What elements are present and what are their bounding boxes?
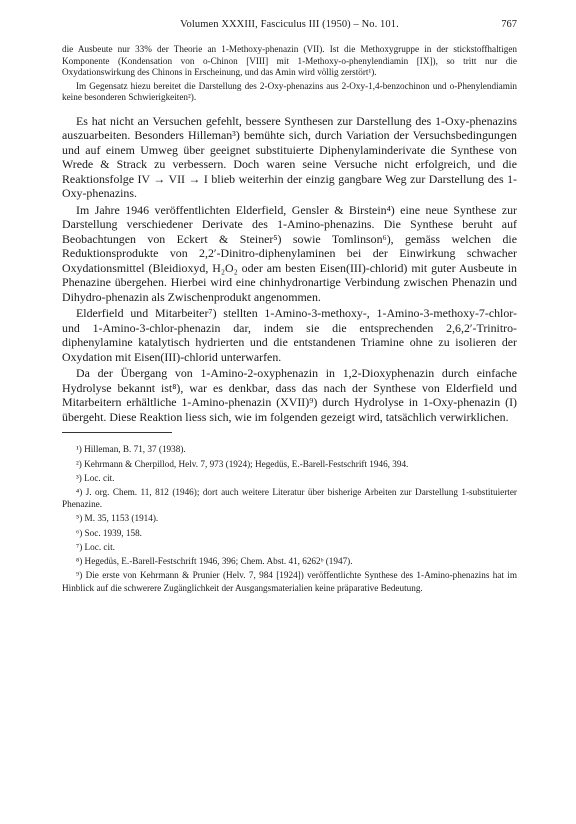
footnote: ²) Kehrmann & Cherpillod, Helv. 7, 973 (1924); Hegedüs, E.-Barell-Festschrift 1946, 394.: [76, 458, 409, 469]
footnote: ⁹) Die erste von Kehrmann & Prunier (Helv. 7, 984 [1924]) veröffentlichte Synthese des 1-Amino-phenazins hat im Hinblick auf die schwerere Zugänglichkeit der Ausgangsmaterialien keine präparative Bedeutung.: [62, 570, 517, 593]
small-paragraph: die Ausbeute nur 33% der Theorie an 1-Methoxy-phenazin (VII). Ist die Methoxygruppe in der stickstoffhaltigen Komponente (Kondensation von o-Chinon [VIII] mit 1-Methoxy-o-phenylendiamin [IX]), so tritt nur die Oxydationswirkung des Chinons in Erscheinung, und das Amin wird völlig zerstört¹).: [62, 44, 517, 78]
footnote: ⁵) M. 35, 1153 (1914).: [76, 513, 159, 524]
running-header: [62, 18, 517, 34]
body-paragraph: Elderfield und Mitarbeiter⁷) stellten 1-Amino-3-methoxy-, 1-Amino-3-methoxy-7-chlor- und 1-Amino-3-chlor-phenazin dar, indem sie die entsprechenden 2,6,2′-Trinitro-diphenylamine katalytisch hydrierten und die entstandenen Triamine ohne zu isolieren der Oxydation mit Eisen(III)-chlorid unterwarfen.: [62, 306, 517, 364]
small-paragraph: Im Gegensatz hiezu bereitet die Darstellung des 2-Oxy-phenazins aus 2-Oxy-1,4-benzochinon und o-Phenylendiamin keine besonderen Schwierigkeiten²).: [62, 80, 517, 103]
running-title: Volumen XXXIII, Fasciculus III (1950) – No. 101.: [180, 19, 399, 30]
journal-page: [62, 18, 517, 596]
footnote: ⁶) Soc. 1939, 158.: [76, 527, 142, 538]
footnote: ³) Loc. cit.: [76, 472, 115, 483]
footnote: ⁸) Hegedüs, E.-Barell-Festschrift 1946, 396; Chem. Abst. 41, 6262ᵇ (1947).: [76, 556, 353, 567]
body-paragraph: Da der Übergang von 1-Amino-2-oxyphenazin in 1,2-Dioxyphenazin durch einfache Hydrolyse bekannt ist⁸), war es denkbar, dass das nach der Synthese von Elderfield und Mitarbeitern erhältliche 1-Amino-phenazin (XVII)⁹) durch Hydrolyse in 1-Oxy-phenazin (I) übergeht. Diese Reaktion liess sich, wie im folgenden gezeigt wird, tatsächlich verwirklichen.: [62, 366, 517, 424]
body-paragraph: Im Jahre 1946 veröffentlichten Elderfield, Gensler & Birstein⁴) eine neue Synthese zur Darstellung verschiedener Derivate des 1-Amino-phenazins. Die Synthese beruht auf Beobachtungen von Eckert & Steiner⁵) sowie Tomlinson⁶), gemäss welchen die Reduktionsprodukte von 2,2′-Dinitro-diphenylaminen bei der Einwirkung schwacher Oxydationsmittel (Bleidioxyd, H₂O₂ oder am besten Eisen(III)-chlorid) mit guter Ausbeute in Phenazine übergehen. Hierbei wird eine chinhydronartige Verbindung zwischen Phenazin und Dihydro-phenazin als Zwischenprodukt angenommen.: [62, 202, 517, 304]
footnote-divider: [62, 432, 172, 433]
footnote: ⁷) Loc. cit.: [76, 541, 115, 552]
body-paragraph: Es hat nicht an Versuchen gefehlt, bessere Synthesen zur Darstellung des 1-Oxy-phenazins auszuarbeiten. Besonders Hilleman³) bemühte sich, durch Variation der Versuchsbedingungen und auf einem Umweg über geeignet substituierte Diphenylaminderivate die Synthese von Wrede & Strack zu verbessern. Doch waren seine Versuche nicht erfolgreich, und die Reaktionsfolge IV → VII → I blieb weiterhin der einzig gangbare Weg zur Darstellung des 1-Oxy-phenazins.: [62, 113, 517, 201]
footnote: ⁴) J. org. Chem. 11, 812 (1946); dort auch weitere Literatur über bisherige Arbeiten zur Darstellung 1-substituierter Phenazine.: [62, 487, 517, 510]
footnote: ¹) Hilleman, B. 71, 37 (1938).: [76, 444, 186, 455]
footnotes: [62, 443, 517, 593]
page-number: 767: [501, 19, 517, 30]
